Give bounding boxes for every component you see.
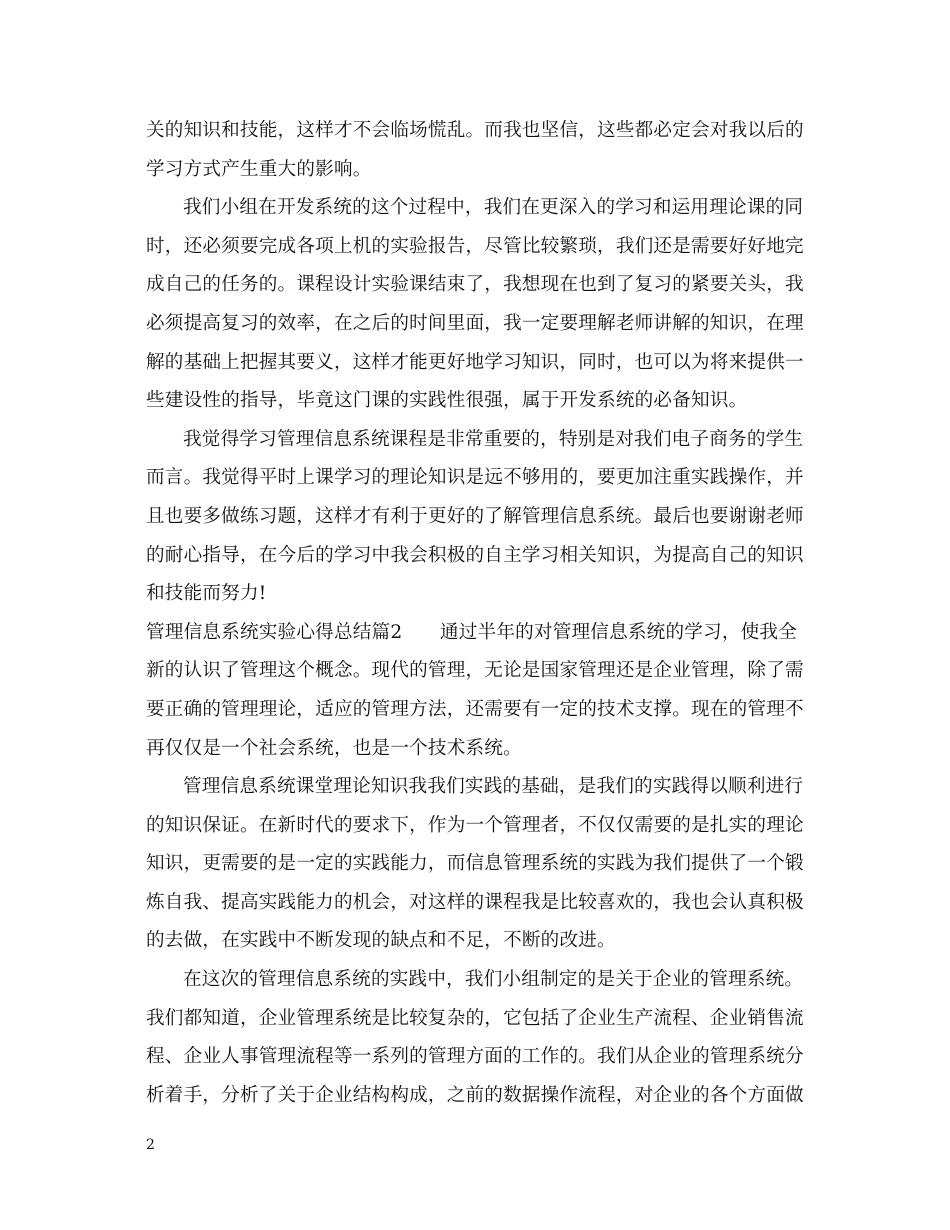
text-line: 析着手，分析了关于企业结构构成，之前的数据操作流程，对企业的各个方面做 <box>146 1084 804 1106</box>
text-line: 的知识保证。在新时代的要求下，作为一个管理者，不仅仅需要的是扎实的理论 <box>146 814 804 836</box>
text-line: 新的认识了管理这个概念。现代的管理，无论是国家管理还是企业管理，除了需 <box>146 660 804 682</box>
text-line: 要正确的管理理论，适应的管理方法，还需要有一定的技术支撑。现在的管理不 <box>146 698 804 720</box>
document-body <box>146 112 806 1115</box>
text-line: 知识，更需要的是一定的实践能力，而信息管理系统的实践为我们提供了一个锻 <box>146 853 804 875</box>
text-line: 和技能而努力! <box>146 583 267 605</box>
text-line: 管理信息系统课堂理论知识我我们实践的基础，是我们的实践得以顺利进行 <box>183 776 804 798</box>
text-line: 且也要多做练习题，这样才有利于更好的了解管理信息系统。最后也要谢谢老师 <box>146 505 804 527</box>
text-line: 而言。我觉得平时上课学习的理论知识是远不够用的，要更加注重实践操作，并 <box>146 467 804 489</box>
text-line: 我觉得学习管理信息系统课程是非常重要的，特别是对我们电子商务的学生 <box>183 428 804 450</box>
text-line: 管理信息系统实验心得总结篇2 通过半年的对管理信息系统的学习，使我全 <box>146 621 798 643</box>
text-line: 我们都知道，企业管理系统是比较复杂的，它包括了企业生产流程、企业销售流 <box>146 1007 804 1029</box>
text-line: 些建设性的指导，毕竟这门课的实践性很强，属于开发系统的必备知识。 <box>146 390 748 412</box>
text-line: 在这次的管理信息系统的实践中，我们小组制定的是关于企业的管理系统。 <box>183 969 804 991</box>
text-line: 再仅仅是一个社会系统，也是一个技术系统。 <box>146 737 522 759</box>
text-line: 成自己的任务的。课程设计实验课结束了，我想现在也到了复习的紧要关头，我 <box>146 274 804 296</box>
page-number: 2 <box>146 1137 155 1153</box>
text-line: 解的基础上把握其要义，这样才能更好地学习知识，同时，也可以为将来提供一 <box>146 351 804 373</box>
text-line: 时，还必须要完成各项上机的实验报告，尽管比较繁琐，我们还是需要好好地完 <box>146 235 804 257</box>
text-line: 我们小组在开发系统的这个过程中，我们在更深入的学习和运用理论课的同 <box>183 197 804 219</box>
text-line: 的去做，在实践中不断发现的缺点和不足，不断的改进。 <box>146 930 616 952</box>
text-line: 炼自我、提高实践能力的机会，对这样的课程我是比较喜欢的，我也会认真积极 <box>146 891 804 913</box>
text-line: 关的知识和技能，这样才不会临场慌乱。而我也坚信，这些都必定会对我以后的 <box>146 120 804 141</box>
text-line: 的耐心指导，在今后的学习中我会积极的自主学习相关知识，为提高自己的知识 <box>146 544 804 566</box>
text-line: 程、企业人事管理流程等一系列的管理方面的工作的。我们从企业的管理系统分 <box>146 1046 804 1068</box>
text-line: 必须提高复习的效率，在之后的时间里面，我一定要理解老师讲解的知识，在理 <box>146 312 804 334</box>
text-line: 学习方式产生重大的影响。 <box>146 158 372 180</box>
